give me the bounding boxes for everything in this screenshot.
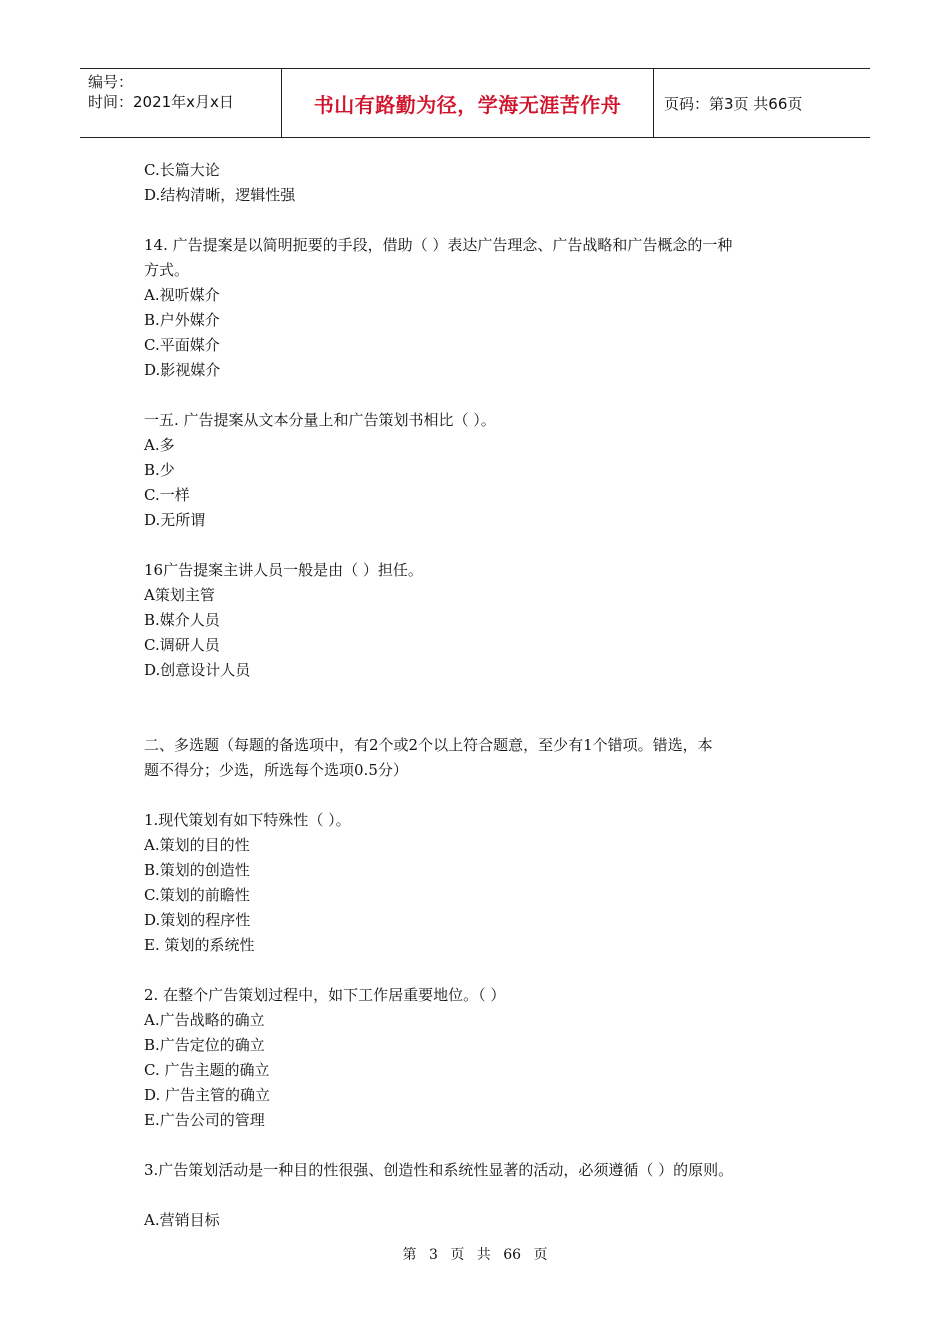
footer-ye: 页: [450, 1247, 465, 1263]
header-meta: [80, 69, 282, 137]
option-line: D.结构清晰，逻辑性强: [144, 186, 296, 204]
question-text: 1.现代策划有如下特殊性（ ）。: [144, 811, 351, 829]
option-line: B.户外媒介: [144, 311, 220, 329]
option-line: C.长篇大论: [144, 161, 220, 179]
footer-gong: 共: [476, 1247, 491, 1263]
option-line: A.视听媒介: [144, 286, 220, 304]
footer-di: 第: [402, 1247, 417, 1263]
footer-total-pages: 66: [503, 1247, 522, 1263]
option-line: A.策划的目的性: [144, 836, 250, 854]
option-line: A.营销目标: [144, 1211, 220, 1229]
option-line: D.影视媒介: [144, 361, 221, 379]
option-line: D.无所谓: [144, 511, 206, 529]
motto: 书山有路勤为径，学海无涯苦作舟: [313, 92, 622, 117]
option-line: E. 策划的系统性: [144, 936, 255, 954]
option-line: B.策划的创造性: [144, 861, 250, 879]
section-heading: 二、多选题（每题的备选项中，有2个或2个以上符合题意，至少有1个错项。错选，本: [144, 736, 713, 754]
option-line: D. 广告主管的确立: [144, 1086, 271, 1104]
option-line: C.策划的前瞻性: [144, 886, 250, 904]
question-text: 14. 广告提案是以简明扼要的手段，借助（ ）表达广告理念、广告战略和广告概念的一种: [144, 236, 733, 254]
page-footer: [0, 1244, 950, 1264]
page-header: [80, 68, 870, 138]
question-text: 一五. 广告提案从文本分量上和广告策划书相比（ ）。: [144, 411, 496, 429]
number-label: 编号：: [88, 73, 134, 91]
option-line: C.调研人员: [144, 636, 220, 654]
footer-page-number: 3: [428, 1247, 438, 1263]
option-line: C.一样: [144, 486, 190, 504]
option-line: B.少: [144, 461, 175, 479]
section-heading: 题不得分；少选，所选每个选项0.5分）: [144, 761, 408, 779]
option-line: D.创意设计人员: [144, 661, 251, 679]
question-text: 3.广告策划活动是一种目的性很强、创造性和系统性显著的活动，必须遵循（ ）的原则。: [144, 1161, 734, 1179]
option-line: A.多: [144, 436, 175, 454]
question-text: 方式。: [144, 261, 190, 279]
question-text: 16广告提案主讲人员一般是由（ ）担任。: [144, 561, 423, 579]
option-line: C.平面媒介: [144, 336, 220, 354]
option-line: C. 广告主题的确立: [144, 1061, 270, 1079]
question-text: 2. 在整个广告策划过程中，如下工作居重要地位。（ ）: [144, 986, 506, 1004]
footer-ye2: 页: [533, 1247, 548, 1263]
option-line: D.策划的程序性: [144, 911, 251, 929]
header-page-cell: [654, 69, 870, 137]
option-line: B.广告定位的确立: [144, 1036, 265, 1054]
option-line: B.媒介人员: [144, 611, 220, 629]
header-motto-cell: [282, 69, 654, 137]
time-label: 时间：2021年x月x日: [88, 93, 234, 111]
option-line: A策划主管: [144, 586, 215, 604]
page-info: 页码：第3页 共66页: [664, 94, 803, 113]
option-line: E.广告公司的管理: [144, 1111, 265, 1129]
option-line: A.广告战略的确立: [144, 1011, 265, 1029]
document-body: [144, 158, 824, 1233]
